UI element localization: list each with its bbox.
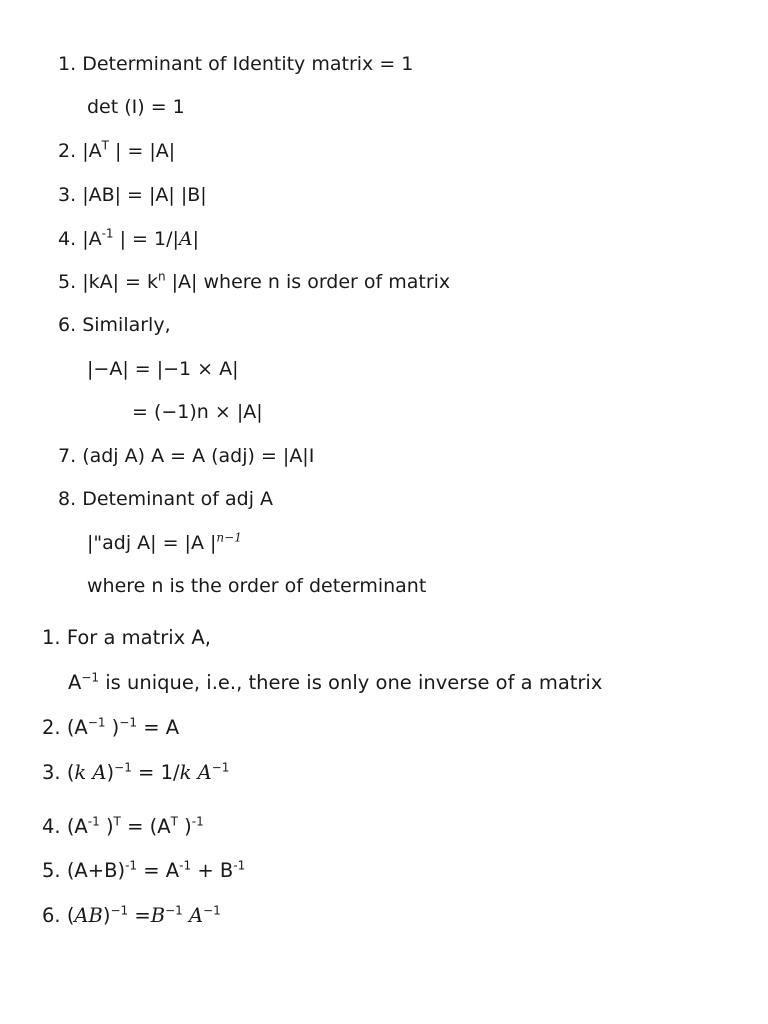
item-text: Similarly,: [82, 314, 171, 336]
italic-variable: k A: [74, 761, 107, 784]
item-number: 5.: [42, 859, 61, 882]
item-text: For a matrix A,: [66, 626, 211, 649]
formula-text: = (−1)n × |A|: [132, 401, 263, 423]
item-number: 3.: [42, 761, 61, 784]
formula-pre: |kA| = k: [82, 271, 158, 293]
italic-variable: AB: [74, 904, 103, 927]
superscript: -1: [233, 858, 246, 873]
formula-b: ): [102, 904, 111, 927]
superscript: T: [101, 138, 109, 153]
superscript: -1: [191, 814, 204, 829]
superscript: −1: [81, 670, 100, 685]
formula-c: =: [134, 904, 151, 927]
s2-item1: [42, 626, 211, 650]
item-number: 6.: [58, 314, 77, 336]
formula-pre: |A: [82, 228, 102, 250]
item-number: 1.: [58, 53, 77, 75]
item-number: 2.: [42, 716, 61, 739]
formula-post: is unique, i.e., there is only one inverse of a matrix: [105, 671, 603, 694]
formula-b: = A: [143, 859, 180, 882]
superscript: −1: [119, 715, 137, 730]
superscript: −1: [114, 760, 132, 775]
s1-item1: [58, 52, 413, 76]
item-number: 7.: [58, 445, 77, 467]
formula-text: (adj A) A = A (adj) = |A|I: [82, 445, 315, 467]
formula-b: ): [111, 716, 120, 739]
s1-item8-note: [87, 574, 426, 598]
s1-item7: [58, 444, 314, 468]
formula-pre: A: [68, 671, 82, 694]
item-number: 4.: [42, 815, 61, 838]
s1-item6-line1: [87, 357, 239, 381]
superscript: −1: [110, 903, 129, 918]
formula-c: = A: [143, 716, 180, 739]
superscript: −1: [165, 903, 183, 918]
formula-b: ): [106, 761, 115, 784]
superscript: T: [170, 814, 178, 829]
formula-d: ): [184, 815, 192, 838]
s1-item2: [58, 139, 175, 163]
formula-a: (A: [66, 716, 88, 739]
formula-text: |−A| = |−1 × A|: [87, 358, 239, 380]
s1-item4: [58, 227, 199, 251]
superscript: -1: [125, 858, 138, 873]
s1-item6-line2: [132, 400, 263, 424]
item-text: Deteminant of adj A: [82, 488, 274, 510]
s2-item1-sub: [68, 671, 602, 695]
formula-c: + B: [197, 859, 234, 882]
superscript: -1: [87, 814, 100, 829]
superscript: -1: [179, 858, 192, 873]
s2-item4: [42, 815, 204, 839]
formula-a: (A: [66, 815, 88, 838]
formula-b: ): [105, 815, 114, 838]
item-number: 2.: [58, 140, 77, 162]
item-number: 3.: [58, 184, 77, 206]
formula-pre: |"adj A| = |A |: [87, 532, 217, 554]
superscript: n−1: [216, 530, 242, 545]
superscript: −1: [203, 903, 221, 918]
item-number: 5.: [58, 271, 77, 293]
s2-item3: [42, 761, 229, 785]
s1-item6: [58, 313, 171, 337]
item-number: 1.: [42, 626, 61, 649]
formula-post: | = |A|: [114, 140, 176, 162]
formula-a: (: [66, 761, 75, 784]
item-text: Determinant of Identity matrix = 1: [82, 53, 414, 75]
formula-text: det (I) = 1: [87, 96, 185, 118]
superscript: -1: [101, 226, 114, 241]
s2-item2: [42, 716, 179, 740]
superscript: n: [158, 269, 166, 284]
formula-end: |: [192, 228, 200, 250]
s2-item5: [42, 859, 245, 883]
note-text: where n is the order of determinant: [87, 575, 427, 597]
s1-item8: [58, 487, 273, 511]
italic-variable: B: [150, 904, 166, 927]
formula-post: | = 1/|: [119, 228, 179, 250]
item-number: 8.: [58, 488, 77, 510]
superscript: −1: [211, 760, 230, 775]
italic-variable: k A: [179, 761, 212, 784]
superscript: T: [113, 814, 121, 829]
s1-item3: [58, 183, 207, 207]
s1-item5: [58, 270, 450, 294]
s2-item6: [42, 904, 221, 928]
superscript: −1: [87, 715, 106, 730]
formula-a: (: [66, 904, 75, 927]
formula-pre: |A: [82, 140, 102, 162]
formula-post: |A| where n is order of matrix: [171, 271, 451, 293]
formula-c: = 1/: [138, 761, 180, 784]
s1-item1-sub: [87, 95, 185, 119]
item-number: 4.: [58, 228, 77, 250]
s1-item8-formula: [87, 531, 242, 555]
formula-a: (A+B): [66, 859, 126, 882]
item-number: 6.: [42, 904, 61, 927]
formula-text: |AB| = |A| |B|: [82, 184, 207, 206]
italic-variable: A: [188, 904, 204, 927]
italic-variable: A: [178, 228, 193, 250]
formula-c: = (A: [127, 815, 171, 838]
